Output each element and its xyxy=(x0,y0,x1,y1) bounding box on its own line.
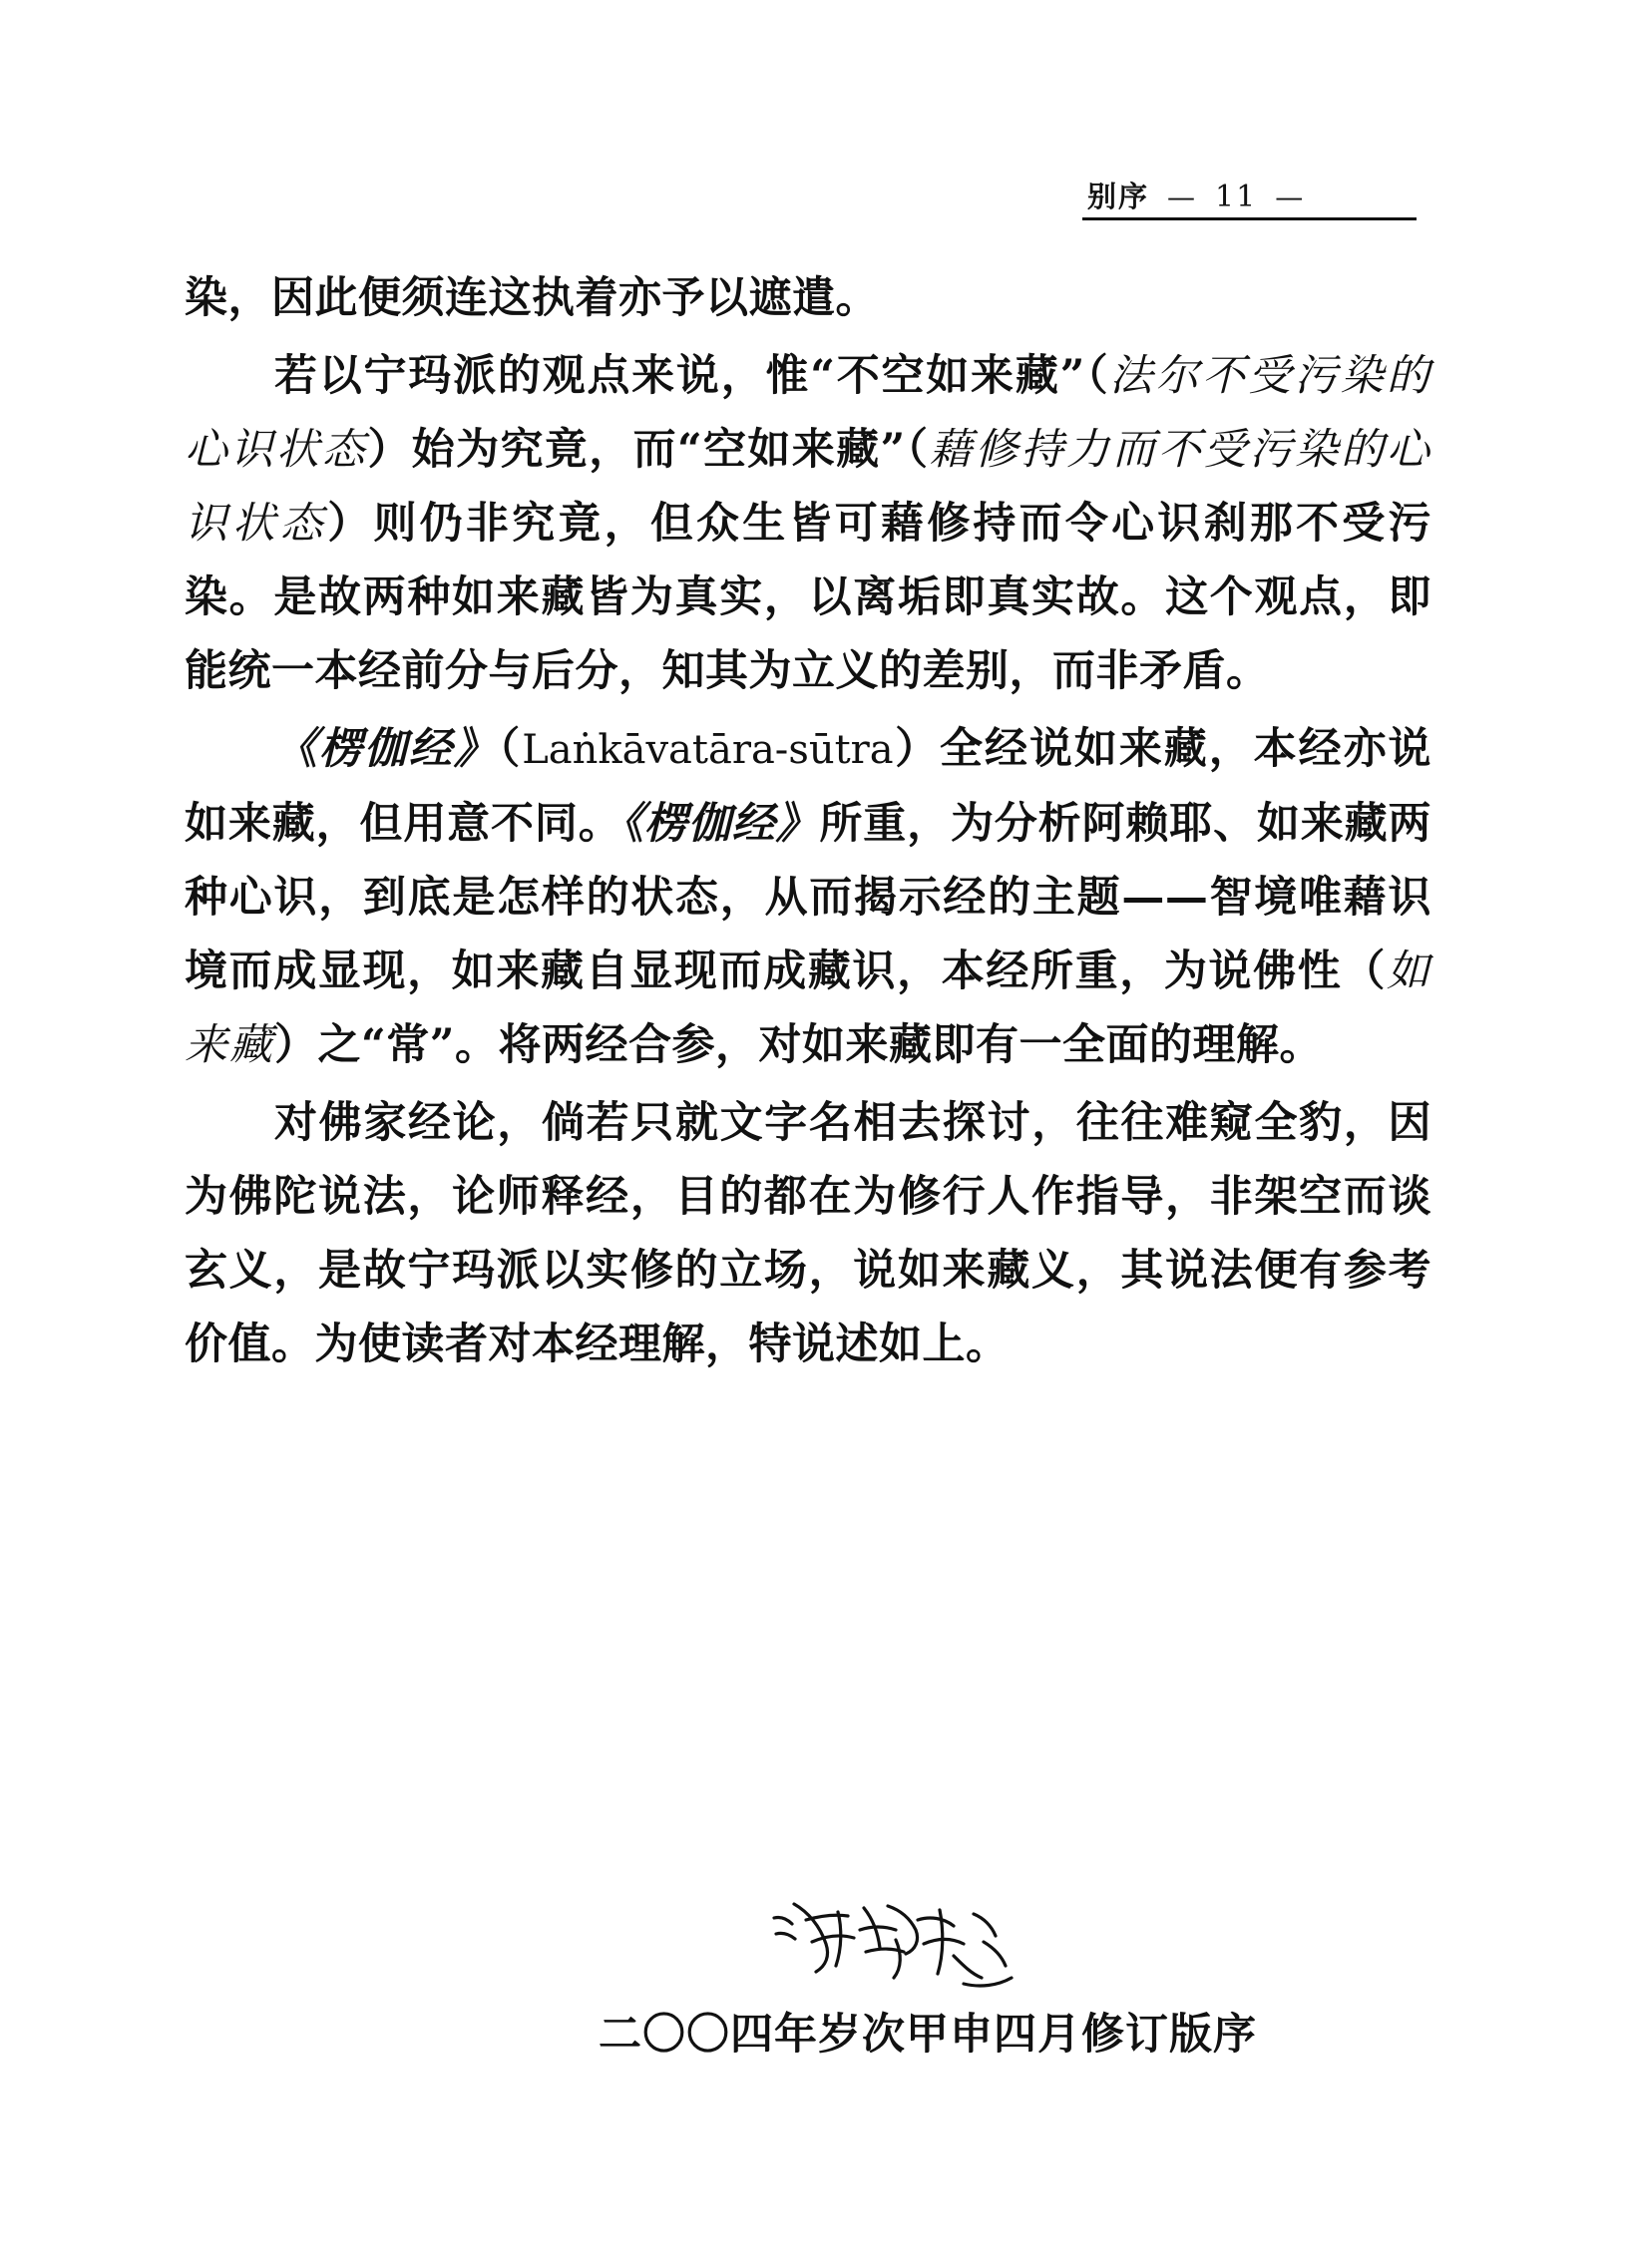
run-text: ）之“常”。将两经合参，对如来藏即有一全面的理解。 xyxy=(274,1020,1323,1070)
signature-strokes xyxy=(768,1890,1027,2000)
body-text xyxy=(185,261,1431,1385)
run-sanskrit-title: Laṅkāvatāra-sūtra xyxy=(522,727,894,773)
run-emphasis-kai: 法尔不受污染的心识状态 xyxy=(185,351,1432,475)
run-text: ）则仍非究竟，但众生皆可藉修持而令心识刹那不受污染。是故两种如来藏皆为真实，以离垢即真实故。这个观点，即能统一本经前分与后分，知其为立义的差别，而非矛盾。 xyxy=(185,499,1432,696)
handwritten-signature xyxy=(768,1890,1027,2000)
header-section-label: 别序 xyxy=(1087,180,1150,213)
run-text: ）全经说如来藏，本经亦说如来藏，但用意不同。 xyxy=(185,724,1432,849)
run-text: ）始为究竟，而“空如来藏”（ xyxy=(367,425,930,475)
page-number: 11 xyxy=(1215,180,1258,214)
header-dash-left: — xyxy=(1167,181,1198,213)
run-text: 所重，为分析阿赖耶、如来藏两种心识，到底是怎样的状态，从而揭示经的主题——智境唯藉识境而成显现，如来藏自显现而成藏识，本经所重，为说佛性（ xyxy=(185,799,1432,996)
run-text: （ xyxy=(498,724,523,774)
paragraph-2 xyxy=(185,339,1431,708)
run-book-title: 《楞伽经》 xyxy=(621,799,820,849)
paragraph-4: 对佛家经论，倘若只就文字名相去探讨，往往难窥全豹，因为佛陀说法，论师释经，目的都在为修行人作指导，非架空而谈玄义，是故宁玛派以实修的立场，说如来藏义，其说法便有参考价值。为使读者对本经理解，特说述如上。 xyxy=(185,1098,1431,1369)
signature-date-line: 二〇〇四年岁次甲申四月修订版序 xyxy=(599,2010,1257,2060)
header-divider-rule xyxy=(1082,217,1417,220)
paragraph-3 xyxy=(185,712,1431,1082)
header-dash-right: — xyxy=(1275,181,1306,213)
paragraph-1: 染，因此便须连这执着亦予以遮遣。 xyxy=(185,273,879,323)
run-emphasis-kai: 如来藏 xyxy=(185,946,1431,1070)
run-emphasis-kai: 藉修持力而不受污染的心识状态 xyxy=(185,425,1432,549)
run-book-title: 《楞伽经》 xyxy=(274,724,499,774)
page-header xyxy=(1087,175,1417,215)
run-text: 若以宁玛派的观点来说，惟“不空如来藏”（ xyxy=(274,351,1110,401)
